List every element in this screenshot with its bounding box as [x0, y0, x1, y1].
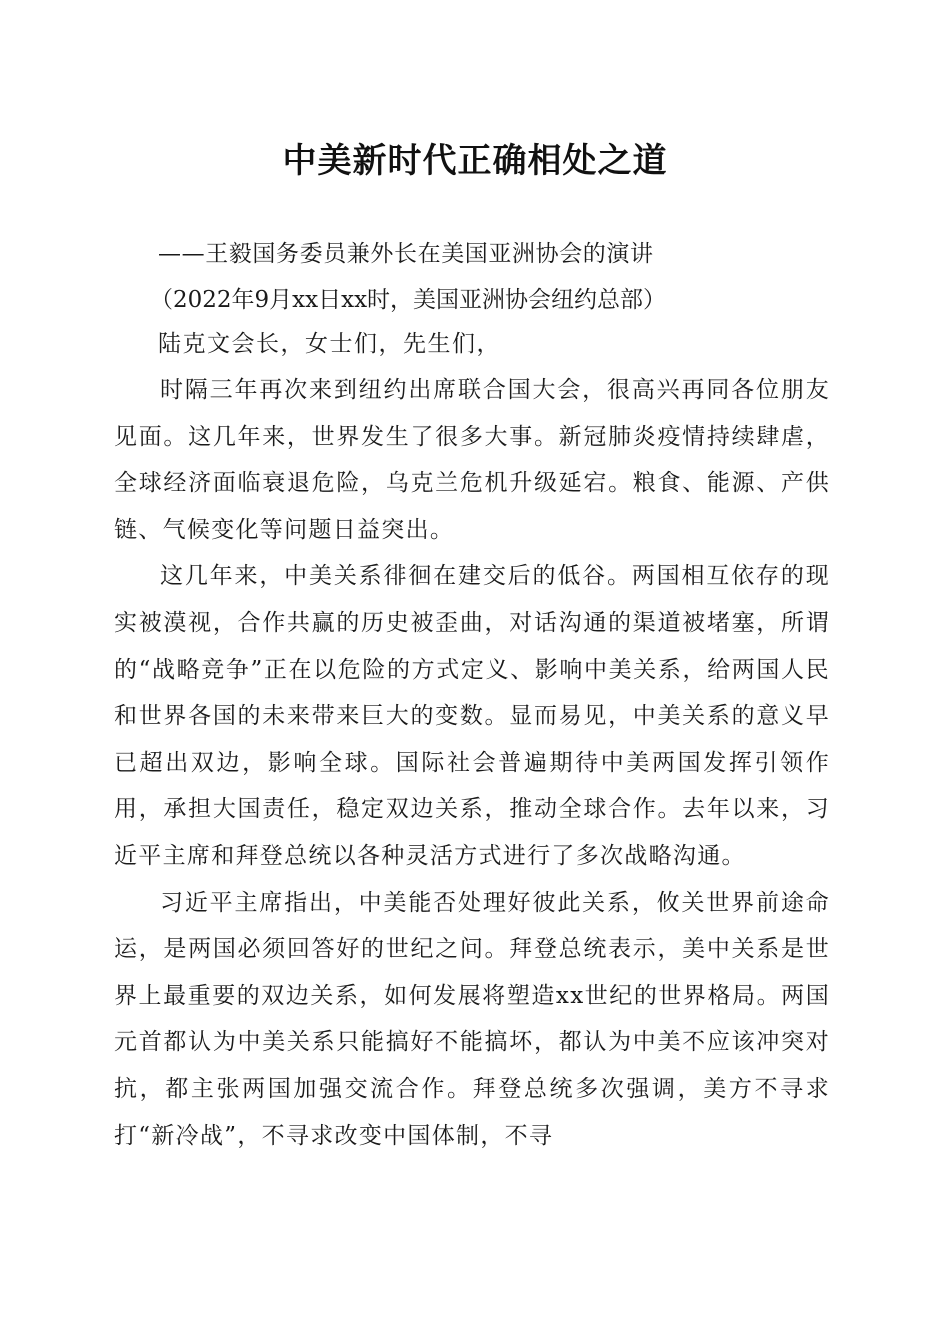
- document-salutation: 陆克文会长，女士们，先生们，: [158, 331, 501, 357]
- body-paragraph: 习近平主席指出，中美能否处理好彼此关系，攸关世界前途命运，是两国必须回答好的世纪之问。拜登总统表示，美中关系是世界上最重要的双边关系，如何发展将塑造xx世纪的世界格局。两国元首都认为中美关系只能搞好不能搞坏，都认为中美不应该冲突对抗，都主张两国加强交流合作。拜登总统多次强调，美方不寻求打“新冷战”，不寻求改变中国体制，不寻: [114, 889, 830, 1149]
- document-body: [114, 367, 830, 1159]
- document-dateline: （2022年9月xx日xx时，美国亚洲协会纽约总部）: [150, 287, 667, 313]
- body-paragraph: 这几年来，中美关系徘徊在建交后的低谷。两国相互依存的现实被漠视，合作共赢的历史被歪曲，对话沟通的渠道被堵塞，所谓的“战略竞争”正在以危险的方式定义、影响中美关系，给两国人民和世界各国的未来带来巨大的变数。显而易见，中美关系的意义早已超出双边，影响全球。国际社会普遍期待中美两国发挥引领作用，承担大国责任，稳定双边关系，推动全球合作。去年以来，习近平主席和拜登总统以各种灵活方式进行了多次战略沟通。: [114, 563, 830, 869]
- body-paragraph: 时隔三年再次来到纽约出席联合国大会，很高兴再同各位朋友见面。这几年来，世界发生了很多大事。新冠肺炎疫情持续肆虐，全球经济面临衰退危险，乌克兰危机升级延宕。粮食、能源、产供链、气候变化等问题日益突出。: [114, 377, 830, 543]
- document-subtitle: ——王毅国务委员兼外长在美国亚洲协会的演讲: [158, 241, 654, 267]
- document-title: 中美新时代正确相处之道: [282, 141, 668, 181]
